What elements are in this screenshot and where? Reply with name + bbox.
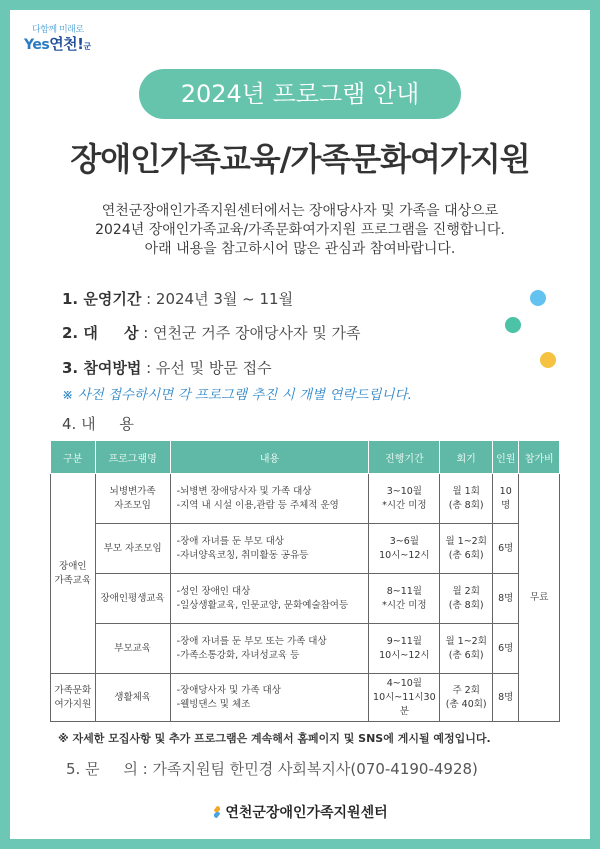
table-row <box>51 624 560 674</box>
info-label: 3. 참여방법 <box>62 359 142 377</box>
program-cell: 부모 자조모임 <box>95 524 170 574</box>
fee-cell: 무료 <box>519 474 560 722</box>
yes-yeoncheon-logo <box>24 22 104 58</box>
table-header-row <box>51 441 560 474</box>
center-name: 연천군장애인가족지원센터 <box>225 805 388 821</box>
info-label: 2. 대 상 <box>62 324 139 342</box>
header-content: 내용 <box>170 441 369 474</box>
category-cell: 가족문화 여가지원 <box>51 674 96 722</box>
period-cell: 9~11월 10시~12시 <box>369 624 440 674</box>
content-cell: -성인 장애인 대상 -일상생활교육, 인문교양, 문화예술참여등 <box>170 574 369 624</box>
decor-dot-yellow <box>540 352 556 368</box>
info-label: 1. 운영기간 <box>62 290 142 308</box>
header-people: 인원 <box>493 441 519 474</box>
logo-tagline: 다함께 미래로 <box>32 25 84 35</box>
sessions-cell: 월 1회 (총 8회) <box>440 474 493 524</box>
content-cell: -장애 자녀를 둔 부모 대상 -자녀양육코칭, 취미활동 공유등 <box>170 524 369 574</box>
sessions-cell: 월 1~2회 (총 6회) <box>440 524 493 574</box>
table-row <box>51 674 560 722</box>
program-table <box>50 440 560 722</box>
content-cell: -장애 자녀를 둔 부모 또는 가족 대상 -가족소통강화, 자녀성교육 등 <box>170 624 369 674</box>
intro-line: 2024년 장애인가족교육/가족문화여가지원 프로그램을 진행합니다. <box>95 222 505 238</box>
program-cell: 부모교육 <box>95 624 170 674</box>
table-row <box>51 474 560 524</box>
intro-text <box>0 202 600 259</box>
table-row <box>51 574 560 624</box>
logo-suffix: 군 <box>83 42 91 51</box>
logo-yes: Yes <box>24 37 50 53</box>
people-cell: 6명 <box>493 524 519 574</box>
header-period: 진행기간 <box>369 441 440 474</box>
center-name-footer <box>0 802 600 822</box>
info-period <box>62 288 293 309</box>
people-cell: 6명 <box>493 624 519 674</box>
content-cell: -장애당사자 및 가족 대상 -웰빙댄스 및 체조 <box>170 674 369 722</box>
intro-line: 아래 내용을 참고하시어 많은 관심과 참여바랍니다. <box>144 241 456 257</box>
content-cell: -뇌병변 장애당사자 및 가족 대상 -지역 내 시설 이용,관람 등 주체적 운영 <box>170 474 369 524</box>
program-cell: 생활체육 <box>95 674 170 722</box>
info-method <box>62 357 272 378</box>
period-cell: 3~10월 *시간 미정 <box>369 474 440 524</box>
program-cell: 뇌병변가족 자조모임 <box>95 474 170 524</box>
header-fee: 참가비 <box>519 441 560 474</box>
info-value: : 2024년 3월 ~ 11월 <box>141 290 294 308</box>
period-cell: 3~6월 10시~12시 <box>369 524 440 574</box>
people-cell: 8명 <box>493 574 519 624</box>
period-cell: 4~10월 10시~11시30분 <box>369 674 440 722</box>
sessions-cell: 월 2회 (총 8회) <box>440 574 493 624</box>
footnote: ※ 자세한 모집사항 및 추가 프로그램은 계속해서 홈페이지 및 SNS에 게시될 예정입니다. <box>58 732 491 745</box>
decor-dot-green <box>505 317 521 333</box>
sessions-cell: 주 2회 (총 40회) <box>440 674 493 722</box>
intro-line: 연천군장애인가족지원센터에서는 장애당사자 및 가족을 대상으로 <box>101 203 499 219</box>
sessions-cell: 월 1~2회 (총 6회) <box>440 624 493 674</box>
header-program: 프로그램명 <box>95 441 170 474</box>
program-banner: 2024년 프로그램 안내 <box>139 69 461 119</box>
page-title: 장애인가족교육/가족문화여가지원 <box>70 140 530 178</box>
contact-info: 5. 문 의 : 가족지원팀 한민경 사회복지사(070-4190-4928) <box>66 760 478 778</box>
header-sessions: 회기 <box>440 441 493 474</box>
content-heading: 4. 내 용 <box>62 415 134 433</box>
info-value: : 유선 및 방문 접수 <box>141 359 272 377</box>
table-row <box>51 524 560 574</box>
center-logo-icon <box>212 805 222 819</box>
info-target <box>62 322 361 343</box>
period-cell: 8~11월 *시간 미정 <box>369 574 440 624</box>
registration-note: ※ 사전 접수하시면 각 프로그램 추진 시 개별 연락드립니다. <box>62 387 412 403</box>
people-cell: 10명 <box>493 474 519 524</box>
header-category: 구분 <box>51 441 96 474</box>
category-cell: 장애인 가족교육 <box>51 474 96 674</box>
program-cell: 장애인평생교육 <box>95 574 170 624</box>
people-cell: 8명 <box>493 674 519 722</box>
info-value: : 연천군 거주 장애당사자 및 가족 <box>138 324 361 342</box>
logo-name: 연천! <box>49 35 84 53</box>
decor-dot-blue <box>530 290 546 306</box>
